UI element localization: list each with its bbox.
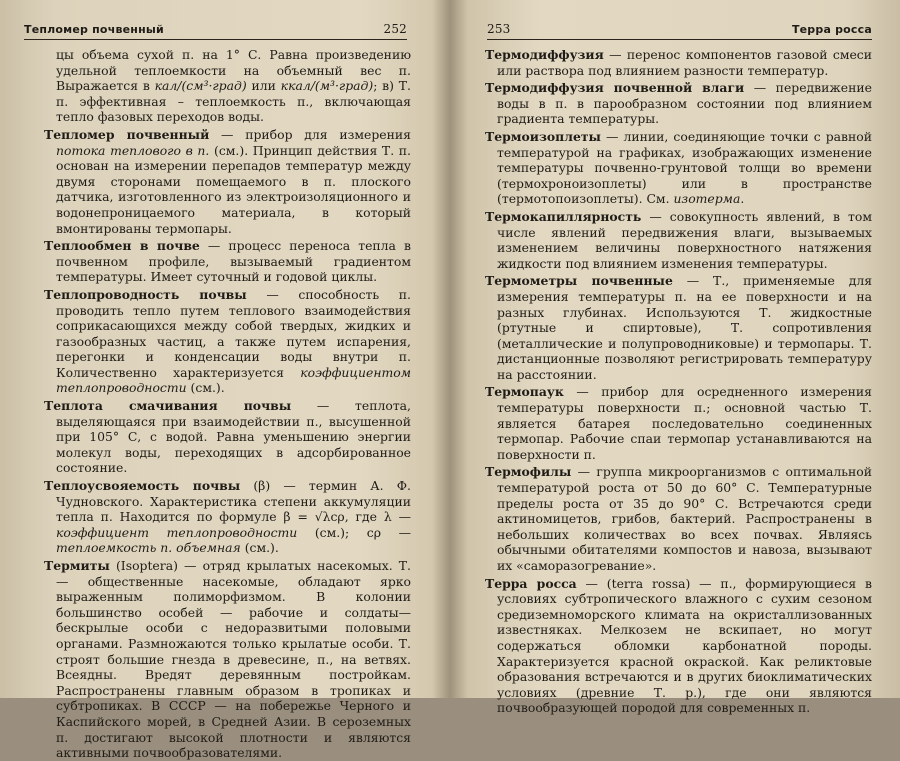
left-running-head [24,22,407,40]
entry-italic-text: кал/(см³·град) [154,78,247,94]
dictionary-entry [44,558,411,761]
entry-term: Термопаук [485,384,564,400]
entry-text: — группа микроорганизмов с оптимальной температурой роста от 50 до 60° С. Температурные пределы роста от 35 до 90° С. Встречаются среди актиномицетов, грибов, бактерий. Распространены в небольших количествах во всех почвах. Являясь обычными обитателями компостов и навоза, вызывают их «саморазогревание». [497,464,872,573]
dictionary-entry [485,576,872,716]
entry-term: Термоизоплеты [485,128,601,144]
entry-text: — Т., применяемые для измерения температуры п. на ее поверхности и на разных глубинах. Используются Т. жидкостные (ртутные и спиртовые), Т. сопротивления (металлические и полупроводниковые) и термопары. Т. дистанционные позволяют регистрировать температуру на расстоянии. [497,273,873,382]
entry-term: Термиты [44,558,110,573]
left-page-number: 252 [383,22,407,36]
entry-text: (см.); cρ — [297,524,411,540]
dictionary-entry [485,47,872,78]
dictionary-entry [485,384,872,462]
left-text-column [44,47,411,761]
entry-text: (см.). Принцип действия Т. п. основан на измерении перепадов температур между двумя сторонами помещаемого в п. плоского датчика, изготовленного из электроизоляционного и водонепроницаемого материала, в который вмонтированы термопары. [56,142,411,236]
right-page-number: 253 [487,22,511,36]
entry-text: (Isoptera) — отряд крылатых насекомых. Т. — общественные насекомые, обладают ярко выраженным полиморфизмом. В колонии большинство особей — рабочие и солдаты—бескрылые особи с недоразвитыми половыми органами. Размножаются только крылатые особи. Т. строят большие гнезда в древесине, п., на ветвях. Всеядны. Вредят деревянным постройкам. Распространены главным образом в тропиках и субтропиках. В СССР — на побережье Черного и Каспийского морей, в Средней Азии. В сероземных п. достигают высокой плотности и являются активными почвообразователями. [56,558,411,761]
entry-text: — способность п. проводить тепло путем теплового взаимодействия соприкасающихся между собой твердых, жидких и газообразных частиц, а также путем испарения, перегонки и конденсации воды внутри п. Количественно характеризуется [56,286,411,380]
dictionary-entry [44,398,411,476]
entry-italic-text: потока теплового в п. [56,142,210,158]
entry-term: Термометры почвенные [485,273,673,289]
entry-text: — прибор для измерения [209,126,411,142]
entry-text: — теплота, выделяющаяся при взаимодействии п., высушенной при 105° С, с водой. Равна уменьшению энергии молекул воды, переходящих в адсорбированное состояние. [56,398,411,476]
entry-term: Теплообмен в почве [44,238,200,254]
right-text-column [485,47,872,716]
entry-text: цы объема сухой п. на 1° С. Равна произведению удельной теплоемкости на объемный вес п. Выражается в [56,47,411,94]
dictionary-entry [44,478,411,556]
entry-italic-text: ккал/(м³·град) [280,78,374,94]
entry-italic-text: коэффициентом теплопроводности [56,364,411,396]
entry-text: — совокупность явлений, в том числе явлений передвижения влаги, вызываемых изменением величины поверхностного натяжения жидкости под влиянием изменения температуры. [497,208,872,271]
entry-text: ; в) Т. п. эффективная – теплоемкость п., включающая тепло фазовых переходов воды. [56,78,411,125]
dictionary-entry [44,238,411,285]
entry-term: Теплопроводность почвы [44,286,247,302]
entry-text: — (terra rossa) — п., формирующиеся в условиях субтропического влажного с сухим сезоном средиземноморского климата на окристаллизованных известняках. Мелкозем не вскипает, но могут содержаться обломки карбонатной породы. Характеризуется красной окраской. Как реликтовые образования встречаются и в других биоклиматических условиях (древние Т. р.), где они являются почвообразующей породой для современных п. [497,575,872,716]
entry-italic-text: коэффициент теплопроводности [56,524,298,540]
right-page [453,0,900,716]
entry-text: или [246,78,281,94]
entry-term: Теплота смачивания почвы [44,398,292,414]
entry-italic-text: изотерма [673,191,741,207]
entry-term: Термодиффузия [485,47,604,62]
entry-term: Терра росса [485,575,577,591]
dictionary-entry [44,287,411,396]
dictionary-entry [485,209,872,271]
entry-text: (см.). [186,380,225,396]
dictionary-entry [485,80,872,127]
entry-text: (см.). [240,540,279,556]
entry-text: — передвижение воды в п. в парообразном состоянии под влиянием градиента температуры. [497,80,872,127]
entry-continuation [44,47,411,125]
entry-italic-text: теплоемкость п. объемная [56,540,241,556]
dictionary-entry [485,464,872,573]
entry-term: Термофилы [485,464,572,480]
dictionary-entry [44,127,411,236]
dictionary-entry [485,129,872,207]
entry-text: (β) — термин А. Ф. Чудновского. Характеристика степени аккумуляции тепла п. Находится по формуле β = √λcρ, где λ — [56,478,411,525]
dictionary-entry [485,273,872,382]
left-header-title: Тепломер почвенный [24,23,164,36]
right-running-head [487,22,872,40]
entry-term: Термокапиллярность [485,208,642,224]
entry-term: Теплоусвояемость почвы [44,478,241,494]
entry-text: — линии, соединяющие точки с равной температурой на графиках, изображающих изменение температуры почвенно-грунтовой толщи во времени (термохроноизоплеты) или в пространстве (термотопоизоплеты). См. [497,128,872,207]
entry-text: — прибор для осредненного измерения температуры поверхности п.; основной частью Т. является батарея последовательно соединенных термопар. Рабочие спаи термопар устанавливаются на поверхности п. [497,384,872,462]
entry-text: — процесс переноса тепла в почвенном профиле, вызываемый градиентом температуры. Имеет суточный и годовой циклы. [56,238,411,285]
entry-term: Тепломер почвенный [44,126,210,142]
entry-text: . [740,191,745,207]
right-header-title: Терра росса [791,23,872,36]
entry-term: Термодиффузия почвенной влаги [485,80,745,96]
entry-text: — перенос компонентов газовой смеси или раствора под влиянием разности температур. [497,47,872,78]
left-page [0,0,447,761]
